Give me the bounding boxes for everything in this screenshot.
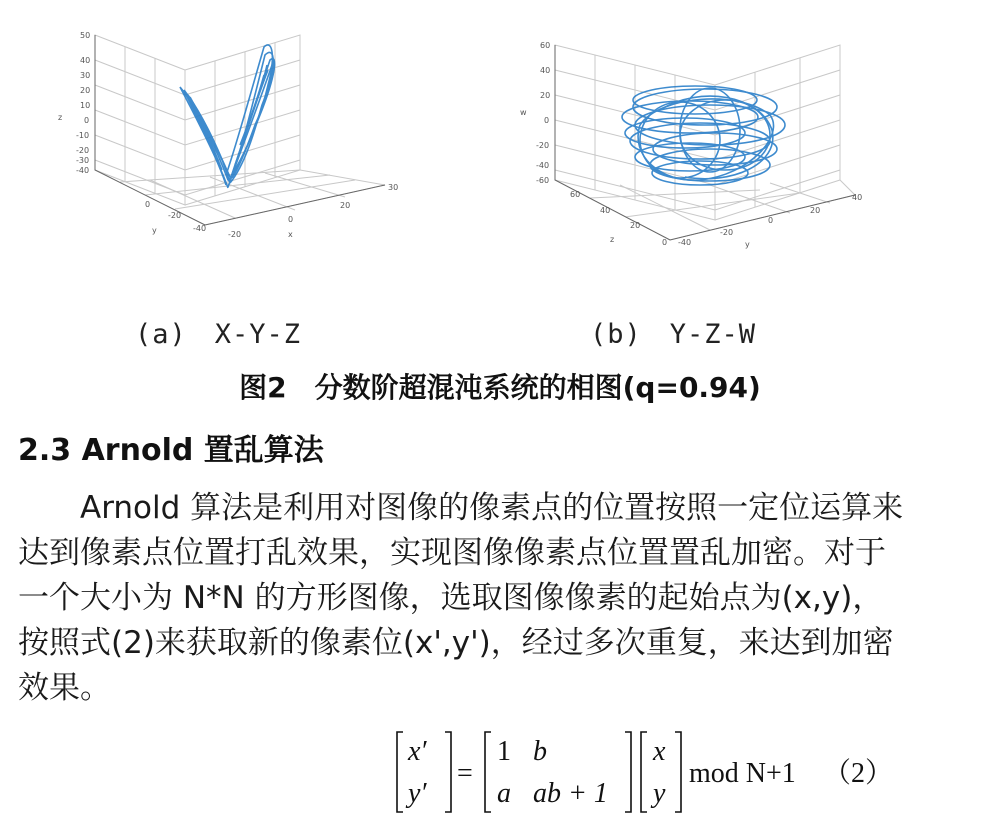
mod-text: mod N+1 bbox=[689, 758, 796, 789]
figure-a bbox=[50, 25, 420, 250]
m22: ab + 1 bbox=[533, 778, 608, 809]
z-tick: 40 bbox=[80, 56, 91, 65]
z-tick: 10 bbox=[80, 101, 91, 110]
y-tick: -20 bbox=[168, 211, 182, 220]
y-tick: 0 bbox=[145, 200, 151, 209]
y-tick: -20 bbox=[720, 228, 734, 237]
z-axis-label: z bbox=[610, 235, 615, 244]
w-tick: 60 bbox=[540, 41, 551, 50]
m21: a bbox=[497, 778, 511, 809]
z-axis-label: z bbox=[58, 113, 63, 122]
plot-a-xticks bbox=[228, 183, 398, 239]
x-tick: -20 bbox=[228, 230, 242, 239]
plot-a-svg bbox=[50, 25, 420, 250]
y-tick: 20 bbox=[810, 206, 821, 215]
x-tick: 20 bbox=[340, 201, 351, 210]
formula-2 bbox=[393, 728, 953, 826]
equals-sign: = bbox=[457, 758, 473, 789]
x-tick: 0 bbox=[288, 215, 294, 224]
equation-number: （2） bbox=[823, 758, 894, 789]
z-tick: 40 bbox=[600, 206, 611, 215]
z-tick: 0 bbox=[84, 116, 90, 125]
plot-b-yticks bbox=[678, 193, 862, 247]
z-tick: -10 bbox=[76, 131, 90, 140]
w-tick: -60 bbox=[536, 176, 550, 185]
plot-a-zticks bbox=[76, 31, 90, 175]
w-tick: 0 bbox=[544, 116, 550, 125]
lhs-y-prime: y′ bbox=[408, 778, 427, 809]
z-tick: 30 bbox=[80, 71, 91, 80]
v-x: x bbox=[653, 736, 666, 767]
y-tick: 0 bbox=[768, 216, 774, 225]
formula-svg bbox=[393, 728, 953, 818]
z-tick: 20 bbox=[80, 86, 91, 95]
z-tick: -30 bbox=[76, 156, 90, 165]
w-tick: -40 bbox=[536, 161, 550, 170]
section-heading: 2.3 Arnold 置乱算法 bbox=[18, 433, 324, 468]
y-axis-label: y bbox=[745, 240, 750, 249]
x-axis-label: x bbox=[288, 230, 293, 239]
v-y: y bbox=[653, 778, 666, 809]
m11: 1 bbox=[497, 736, 511, 767]
caption-a: (a) X-Y-Z bbox=[135, 319, 302, 350]
z-tick: -20 bbox=[76, 146, 90, 155]
z-tick: -40 bbox=[76, 166, 90, 175]
w-tick: -20 bbox=[536, 141, 550, 150]
paragraph-text: Arnold 算法是利用对图像的像素点的位置按照一定位运算来达到像素点位置打乱效果，实现图像像素点位置置乱加密。对于一个大小为 N*N 的方形图像，选取图像像素的起始点为(x,y)，按照式(2)来获取新的像素位(x',y')，经过多次重复，来达到加密效果。 bbox=[18, 490, 904, 706]
y-tick: -40 bbox=[193, 224, 207, 233]
z-tick: 20 bbox=[630, 221, 641, 230]
plot-b-zticks bbox=[570, 190, 667, 247]
caption-b: (b) Y-Z-W bbox=[590, 319, 757, 350]
figure-title: 图2 分数阶超混沌系统的相图(q=0.94) bbox=[239, 371, 761, 404]
y-axis-label: y bbox=[152, 226, 157, 235]
z-tick: 50 bbox=[80, 31, 91, 40]
w-tick: 20 bbox=[540, 91, 551, 100]
y-tick: 40 bbox=[852, 193, 863, 202]
plot-b-svg bbox=[510, 35, 890, 260]
m12: b bbox=[533, 736, 547, 767]
x-tick: 30 bbox=[388, 183, 399, 192]
z-tick: 60 bbox=[570, 190, 581, 199]
figure-b bbox=[510, 35, 890, 260]
w-tick: 40 bbox=[540, 66, 551, 75]
plot-b-wticks bbox=[536, 41, 550, 185]
body-paragraph bbox=[18, 486, 908, 711]
lhs-x-prime: x′ bbox=[408, 736, 427, 767]
y-tick: -40 bbox=[678, 238, 692, 247]
plot-a-attractor bbox=[180, 45, 275, 188]
w-axis-label: w bbox=[520, 108, 527, 117]
z-tick: 0 bbox=[662, 238, 668, 247]
